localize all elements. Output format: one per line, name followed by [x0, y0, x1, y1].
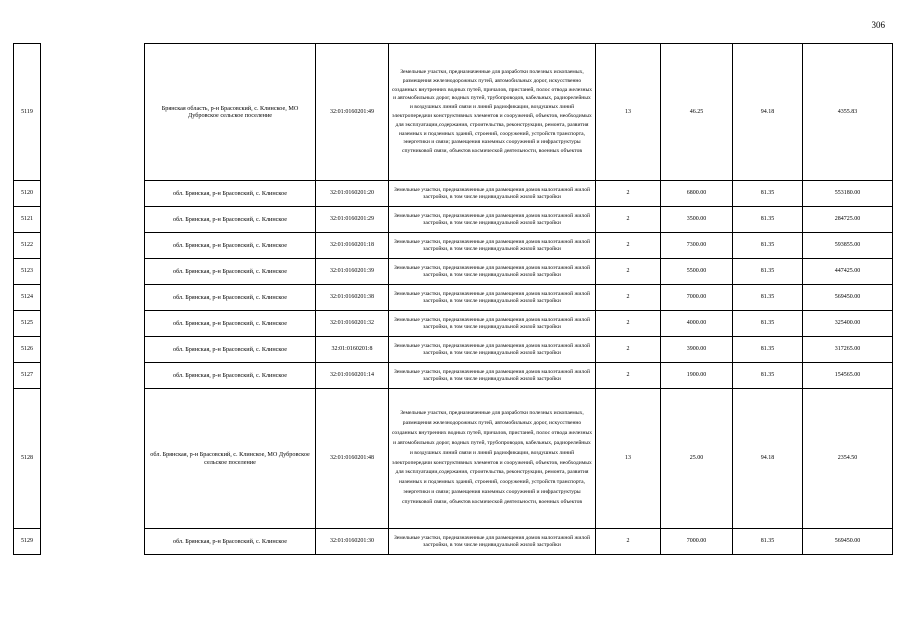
row-area: 7000.00	[661, 285, 733, 311]
row-specific-value: 81.35	[733, 529, 803, 555]
row-specific-value: 81.35	[733, 207, 803, 233]
row-area: 5500.00	[661, 259, 733, 285]
row-group: 2	[596, 233, 661, 259]
row-cadastral-number: 32:01:0160201:20	[316, 181, 389, 207]
row-cadastral-value: 325400.00	[803, 311, 893, 337]
row-land-use-description: Земельные участки, предназначенные для размещения домов малоэтажной жилой застройки, в том числе индивидуальной жилой застройки	[389, 311, 596, 337]
row-cadastral-value: 593855.00	[803, 233, 893, 259]
row-cadastral-value: 2354.50	[803, 389, 893, 529]
table-row	[14, 259, 893, 285]
row-address: Брянская область, р-н Брасовский, с. Клинское, МО Дубровское сельское поселение	[145, 44, 316, 181]
row-cadastral-number: 32:01:0160201:32	[316, 311, 389, 337]
row-address: обл. Брянская, р-н Брасовский, с. Клинское	[145, 181, 316, 207]
row-specific-value: 81.35	[733, 337, 803, 363]
table-row	[14, 337, 893, 363]
table-row	[14, 285, 893, 311]
row-area: 4000.00	[661, 311, 733, 337]
row-area: 3900.00	[661, 337, 733, 363]
row-cadastral-value: 317265.00	[803, 337, 893, 363]
row-number: 5126	[14, 337, 41, 363]
row-land-use-description: Земельные участки, предназначенные для размещения домов малоэтажной жилой застройки, в том числе индивидуальной жилой застройки	[389, 285, 596, 311]
row-address: обл. Брянская, р-н Брасовский, с. Клинское	[145, 529, 316, 555]
row-gap	[41, 207, 145, 233]
row-land-use-description: Земельные участки, предназначенные для размещения домов малоэтажной жилой застройки, в том числе индивидуальной жилой застройки	[389, 363, 596, 389]
row-group: 13	[596, 389, 661, 529]
row-specific-value: 81.35	[733, 233, 803, 259]
row-area: 46.25	[661, 44, 733, 181]
table-body	[14, 44, 893, 555]
row-address: обл. Брянская, р-н Брасовский, с. Клинское	[145, 207, 316, 233]
row-address: обл. Брянская, р-н Брасовский, с. Клинское	[145, 233, 316, 259]
row-gap	[41, 259, 145, 285]
row-land-use-description: Земельные участки, предназначенные для размещения домов малоэтажной жилой застройки, в том числе индивидуальной жилой застройки	[389, 337, 596, 363]
row-address: обл. Брянская, р-н Брасовский, с. Клинское, МО Дубровское сельское поселение	[145, 389, 316, 529]
row-gap	[41, 529, 145, 555]
row-specific-value: 81.35	[733, 363, 803, 389]
row-cadastral-number: 32:01:0160201:18	[316, 233, 389, 259]
row-group: 2	[596, 337, 661, 363]
cadastral-value-table	[13, 43, 893, 555]
row-group: 2	[596, 181, 661, 207]
row-group: 2	[596, 285, 661, 311]
row-cadastral-number: 32:01:0160201:48	[316, 389, 389, 529]
row-address: обл. Брянская, р-н Брасовский, с. Клинское	[145, 285, 316, 311]
row-number: 5125	[14, 311, 41, 337]
table-row	[14, 311, 893, 337]
row-cadastral-value: 569450.00	[803, 529, 893, 555]
row-group: 2	[596, 363, 661, 389]
row-gap	[41, 285, 145, 311]
row-group: 2	[596, 311, 661, 337]
row-gap	[41, 311, 145, 337]
row-land-use-description: Земельные участки, предназначенные для размещения домов малоэтажной жилой застройки, в том числе индивидуальной жилой застройки	[389, 529, 596, 555]
row-land-use-description: Земельные участки, предназначенные для размещения домов малоэтажной жилой застройки, в том числе индивидуальной жилой застройки	[389, 181, 596, 207]
row-specific-value: 94.18	[733, 389, 803, 529]
row-area: 6800.00	[661, 181, 733, 207]
row-cadastral-number: 32:01:0160201:14	[316, 363, 389, 389]
row-address: обл. Брянская, р-н Брасовский, с. Клинское	[145, 311, 316, 337]
row-area: 25.00	[661, 389, 733, 529]
row-area: 1900.00	[661, 363, 733, 389]
row-specific-value: 81.35	[733, 259, 803, 285]
row-group: 13	[596, 44, 661, 181]
row-gap	[41, 337, 145, 363]
row-land-use-description: Земельные участки, предназначенные для разработки полезных ископаемых, размещения железнодорожных путей, автомобильных дорог, искусственно созданных внутренних водных путей, причалов, пристаней, полос отвода железных и автомобильных дорог, водных путей, трубопроводов, кабельных, радиорелейных и воздушных линий связи и линий радиофикации, воздушных линий электропередачи конструктивных элементов и сооружений, объектов, необходимых для эксплуатации,содержания, строительства, реконструкции, ремонта, развития наземных и подземных зданий, строений, сооружений, устройств транспорта, энергетики и связи; размещения наземных сооружений и инфраструктуры спутниковой связи, объектов космической деятельности, военных объектов	[389, 44, 596, 181]
row-number: 5121	[14, 207, 41, 233]
row-group: 2	[596, 259, 661, 285]
table-row	[14, 181, 893, 207]
row-number: 5128	[14, 389, 41, 529]
row-cadastral-value: 447425.00	[803, 259, 893, 285]
row-gap	[41, 233, 145, 259]
row-number: 5124	[14, 285, 41, 311]
row-land-use-description: Земельные участки, предназначенные для размещения домов малоэтажной жилой застройки, в том числе индивидуальной жилой застройки	[389, 259, 596, 285]
row-area: 3500.00	[661, 207, 733, 233]
row-gap	[41, 44, 145, 181]
row-number: 5122	[14, 233, 41, 259]
row-cadastral-number: 32:01:0160201:38	[316, 285, 389, 311]
table-row	[14, 363, 893, 389]
row-gap	[41, 389, 145, 529]
row-cadastral-number: 32:01:0160201:29	[316, 207, 389, 233]
row-cadastral-number: 32:01:0160201:30	[316, 529, 389, 555]
row-number: 5129	[14, 529, 41, 555]
row-cadastral-value: 569450.00	[803, 285, 893, 311]
row-specific-value: 81.35	[733, 311, 803, 337]
page-number: 306	[871, 20, 885, 30]
row-specific-value: 81.35	[733, 285, 803, 311]
row-number: 5127	[14, 363, 41, 389]
row-specific-value: 94.18	[733, 44, 803, 181]
row-address: обл. Брянская, р-н Брасовский, с. Клинское	[145, 363, 316, 389]
row-address: обл. Брянская, р-н Брасовский, с. Клинское	[145, 259, 316, 285]
row-group: 2	[596, 529, 661, 555]
table-row	[14, 233, 893, 259]
table-row	[14, 389, 893, 529]
row-specific-value: 81.35	[733, 181, 803, 207]
row-gap	[41, 363, 145, 389]
row-number: 5119	[14, 44, 41, 181]
table-row	[14, 207, 893, 233]
row-land-use-description: Земельные участки, предназначенные для размещения домов малоэтажной жилой застройки, в том числе индивидуальной жилой застройки	[389, 233, 596, 259]
row-cadastral-value: 4355.83	[803, 44, 893, 181]
row-number: 5123	[14, 259, 41, 285]
row-area: 7000.00	[661, 529, 733, 555]
row-number: 5120	[14, 181, 41, 207]
table-row	[14, 44, 893, 181]
row-cadastral-value: 284725.00	[803, 207, 893, 233]
row-cadastral-value: 553180.00	[803, 181, 893, 207]
row-cadastral-number: 32:01:0160201:49	[316, 44, 389, 181]
row-cadastral-number: 32:01:0160201:39	[316, 259, 389, 285]
row-land-use-description: Земельные участки, предназначенные для размещения домов малоэтажной жилой застройки, в том числе индивидуальной жилой застройки	[389, 207, 596, 233]
row-cadastral-number: 32:01:0160201:8	[316, 337, 389, 363]
row-address: обл. Брянская, р-н Брасовский, с. Клинское	[145, 337, 316, 363]
table-row	[14, 529, 893, 555]
row-group: 2	[596, 207, 661, 233]
row-land-use-description: Земельные участки, предназначенные для разработки полезных ископаемых, размещения железнодорожных путей, автомобильных дорог, искусственно созданных внутренних водных путей, причалов, пристаней, полос отвода железных и автомобильных дорог, водных путей, трубопроводов, кабельных, радиорелейных и воздушных линий связи и линий радиофикации, воздушных линий электропередачи конструктивных элементов и сооружений, объектов, необходимых для эксплуатации,содержания, строительства, реконструкции, ремонта, развития наземных и подземных зданий, строений, сооружений, устройств транспорта, энергетики и связи; размещения наземных сооружений и инфраструктуры спутниковой связи, объектов космической деятельности, военных объектов	[389, 389, 596, 529]
row-gap	[41, 181, 145, 207]
row-area: 7300.00	[661, 233, 733, 259]
row-cadastral-value: 154565.00	[803, 363, 893, 389]
